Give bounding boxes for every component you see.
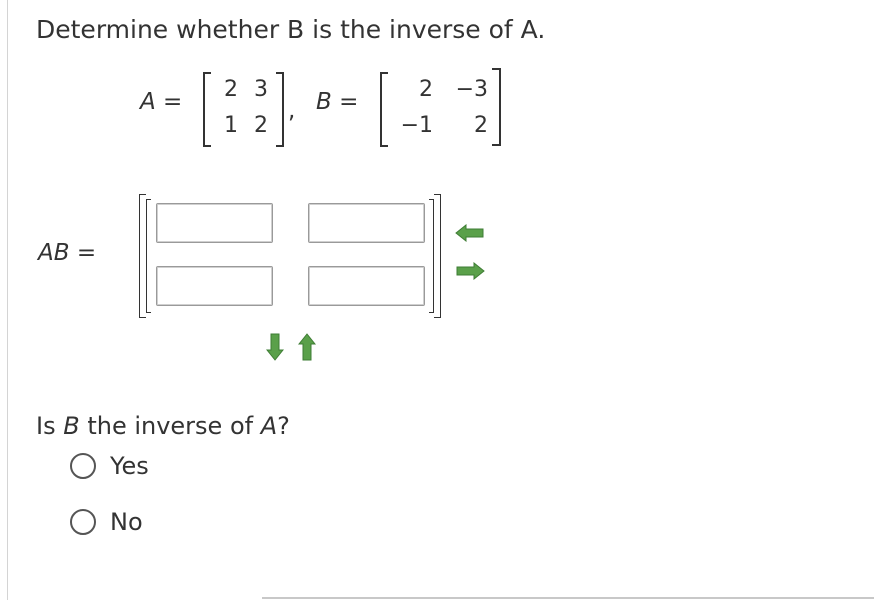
matrix-b-cell: −3 bbox=[455, 77, 488, 102]
radio-button[interactable] bbox=[70, 453, 96, 479]
matrix-a-cell: 2 bbox=[224, 77, 238, 102]
matrix-b-left-bracket bbox=[380, 72, 388, 147]
product-left-bracket-inner bbox=[146, 199, 151, 313]
arrow-left-icon[interactable] bbox=[455, 224, 485, 246]
matrix-b-cell: 2 bbox=[474, 113, 488, 138]
option-no[interactable] bbox=[70, 508, 143, 536]
option-label: Yes bbox=[110, 452, 149, 480]
matrix-b-label: B = bbox=[316, 89, 359, 115]
option-yes[interactable] bbox=[70, 452, 149, 480]
product-cell-input[interactable] bbox=[308, 266, 425, 306]
matrix-b-right-bracket bbox=[492, 68, 501, 146]
arrow-up-icon[interactable] bbox=[298, 333, 316, 365]
product-right-bracket bbox=[434, 194, 441, 318]
product-cell-input[interactable] bbox=[308, 203, 425, 243]
bottom-divider bbox=[262, 597, 874, 599]
matrix-b-cell: −1 bbox=[400, 113, 433, 138]
question-text: Determine whether B is the inverse of A. bbox=[36, 15, 546, 44]
matrix-separator: , bbox=[288, 98, 296, 124]
matrix-a-left-bracket bbox=[203, 72, 211, 147]
product-cell-input[interactable] bbox=[156, 266, 273, 306]
radio-button[interactable] bbox=[70, 509, 96, 535]
arrow-down-icon[interactable] bbox=[266, 333, 284, 365]
product-cell-input[interactable] bbox=[156, 203, 273, 243]
product-label: AB = bbox=[38, 240, 97, 266]
product-left-bracket bbox=[139, 194, 146, 318]
arrow-right-icon[interactable] bbox=[455, 262, 485, 284]
matrix-a-cell: 3 bbox=[254, 77, 268, 102]
inverse-question: Is B the inverse of A? bbox=[36, 412, 290, 440]
matrix-b-cell: 2 bbox=[419, 77, 433, 102]
matrix-a-label: A = bbox=[140, 89, 183, 115]
matrix-a-cell: 1 bbox=[224, 113, 238, 138]
option-label: No bbox=[110, 508, 143, 536]
matrix-a-right-bracket bbox=[276, 72, 284, 147]
matrix-a-cell: 2 bbox=[254, 113, 268, 138]
